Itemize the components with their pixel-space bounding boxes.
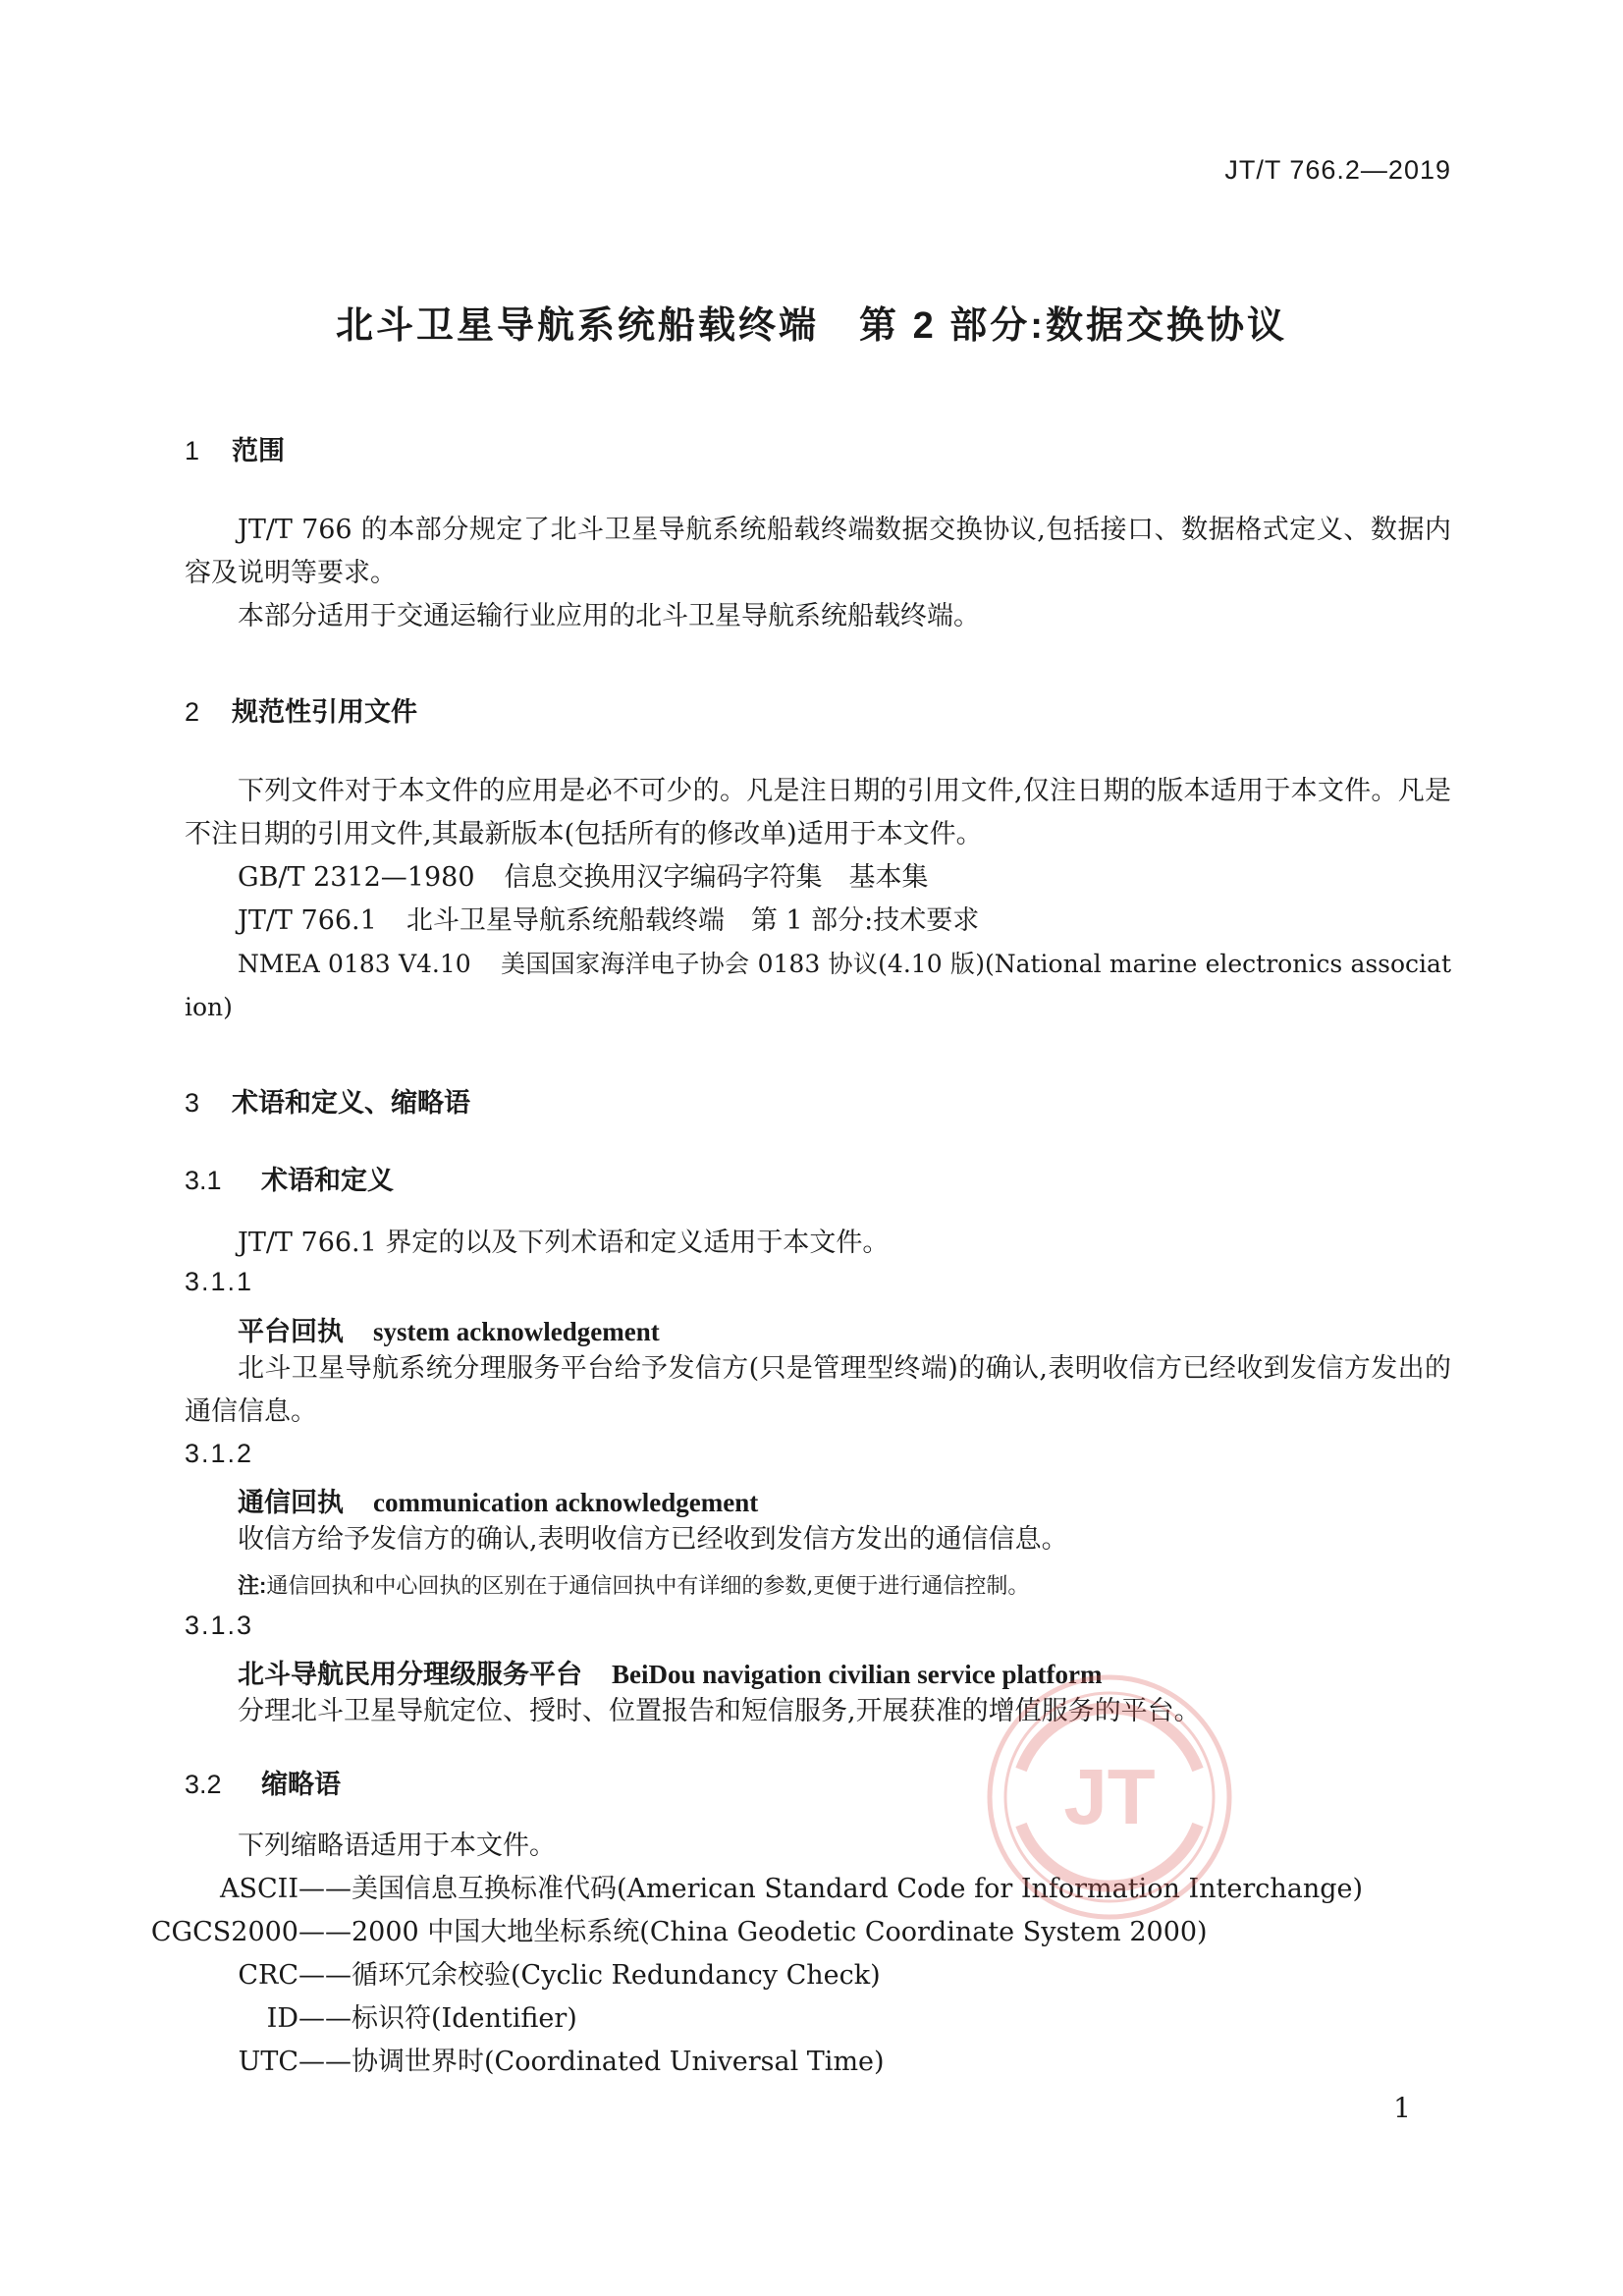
section-2-title: 规范性引用文件 (232, 697, 417, 727)
abbreviation-meaning: ——协调世界时(Coordinated Universal Time) (298, 2047, 885, 2077)
document-title: 北斗卫星导航系统船载终端 第 2 部分:数据交换协议 (336, 305, 1287, 347)
jt-stamp-watermark (982, 1669, 1237, 1925)
standard-number: JT/T 766.2—2019 (1224, 155, 1451, 185)
term-definition: 收信方给予发信方的确认,表明收信方已经收到发信方发出的通信信息。 (238, 1524, 1068, 1555)
reference-title: 信息交换用汉字编码字符集 基本集 (504, 862, 929, 893)
term-number: 3.1.3 (185, 1611, 254, 1640)
reference-title: 美国国家海洋电子协会 0183 协议(4.10 版)(National marine electronics association) (185, 950, 1452, 1021)
section-1-paragraph-1: JT/T 766 的本部分规定了北斗卫星导航系统船载终端数据交换协议,包括接口、数据格式定义、数据内容及说明等要求。 (185, 515, 1451, 588)
section-1-paragraph-2: 本部分适用于交通运输行业应用的北斗卫星导航系统船载终端。 (238, 601, 980, 631)
term-zh: 平台回执 (238, 1317, 344, 1346)
reference-title: 北斗卫星导航系统船载终端 第 1 部分:技术要求 (406, 905, 980, 936)
term-definition: 北斗卫星导航系统分理服务平台给予发信方(只是管理型终端)的确认,表明收信方已经收到发信方发出的通信信息。 (185, 1353, 1451, 1427)
term-number: 3.1.2 (185, 1439, 254, 1468)
reference-item (238, 856, 929, 900)
reference-code: NMEA 0183 V4.10 (238, 950, 471, 978)
abbreviation-term: CRC (238, 1960, 298, 1991)
term-en: BeiDou navigation civilian service platform (612, 1660, 1103, 1689)
subsection-3-1-title: 术语和定义 (261, 1166, 394, 1195)
page-number: 1 (1393, 2092, 1411, 2124)
subsection-3-2-number: 3.2 (185, 1770, 222, 1799)
abbreviation-term: CGCS2000 (150, 1917, 298, 1947)
section-3-number: 3 (185, 1088, 200, 1118)
reference-code: JT/T 766.1 (238, 905, 377, 936)
term-name (238, 1481, 758, 1519)
note-label: 注: (238, 1573, 267, 1598)
subsection-3-2-heading (185, 1763, 341, 1801)
abbreviation-term: UTC (238, 2047, 298, 2077)
abbreviation-term: ID (266, 2003, 298, 2034)
note-text: 通信回执和中心回执的区别在于通信回执中有详细的参数,更便于进行通信控制。 (266, 1574, 1030, 1599)
abbreviation-meaning: ——美国信息互换标准代码(American Standard Code for Information Interchange) (298, 1874, 1364, 1904)
term-number: 3.1.1 (185, 1267, 254, 1296)
reference-item (185, 943, 1451, 1029)
stamp-text: JT (1063, 1753, 1156, 1840)
subsection-3-1-heading (185, 1159, 394, 1197)
section-1-heading (185, 429, 285, 467)
section-1-title: 范围 (232, 436, 285, 465)
section-2-number: 2 (185, 697, 200, 727)
section-2-intro: 下列文件对于本文件的应用是必不可少的。凡是注日期的引用文件,仅注日期的版本适用于本文件。凡是不注日期的引用文件,其最新版本(包括所有的修改单)适用于本文件。 (185, 776, 1451, 849)
subsection-3-1-intro: JT/T 766.1 界定的以及下列术语和定义适用于本文件。 (238, 1228, 890, 1258)
subsection-3-2-intro: 下列缩略语适用于本文件。 (238, 1831, 556, 1861)
section-2-heading (185, 690, 417, 729)
term-note (238, 1569, 1029, 1600)
abbreviation-meaning: ——循环冗余校验(Cyclic Redundancy Check) (298, 1960, 881, 1991)
term-en: communication acknowledgement (373, 1488, 759, 1517)
subsection-3-2-title: 缩略语 (261, 1770, 341, 1799)
abbreviation-row (18, 1997, 577, 2041)
abbreviation-row (18, 2041, 885, 2084)
term-en: system acknowledgement (373, 1317, 660, 1346)
subsection-3-1-number: 3.1 (185, 1166, 222, 1195)
abbreviation-term: ASCII (220, 1874, 298, 1904)
abbreviation-meaning: ——2000 中国大地坐标系统(China Geodetic Coordinate System 2000) (298, 1917, 1208, 1947)
reference-item (238, 900, 979, 943)
term-name (238, 1310, 660, 1348)
abbreviation-meaning: ——标识符(Identifier) (298, 2003, 577, 2034)
term-zh: 通信回执 (238, 1488, 344, 1517)
section-3-title: 术语和定义、缩略语 (232, 1088, 470, 1118)
reference-code: GB/T 2312—1980 (238, 862, 475, 893)
term-zh: 北斗导航民用分理级服务平台 (238, 1660, 582, 1689)
term-name (238, 1653, 1102, 1691)
section-1-number: 1 (185, 436, 200, 465)
section-3-heading (185, 1081, 470, 1120)
term-definition: 分理北斗卫星导航定位、授时、位置报告和短信服务,开展获准的增值服务的平台。 (238, 1696, 1201, 1726)
abbreviation-row (18, 1954, 881, 1997)
